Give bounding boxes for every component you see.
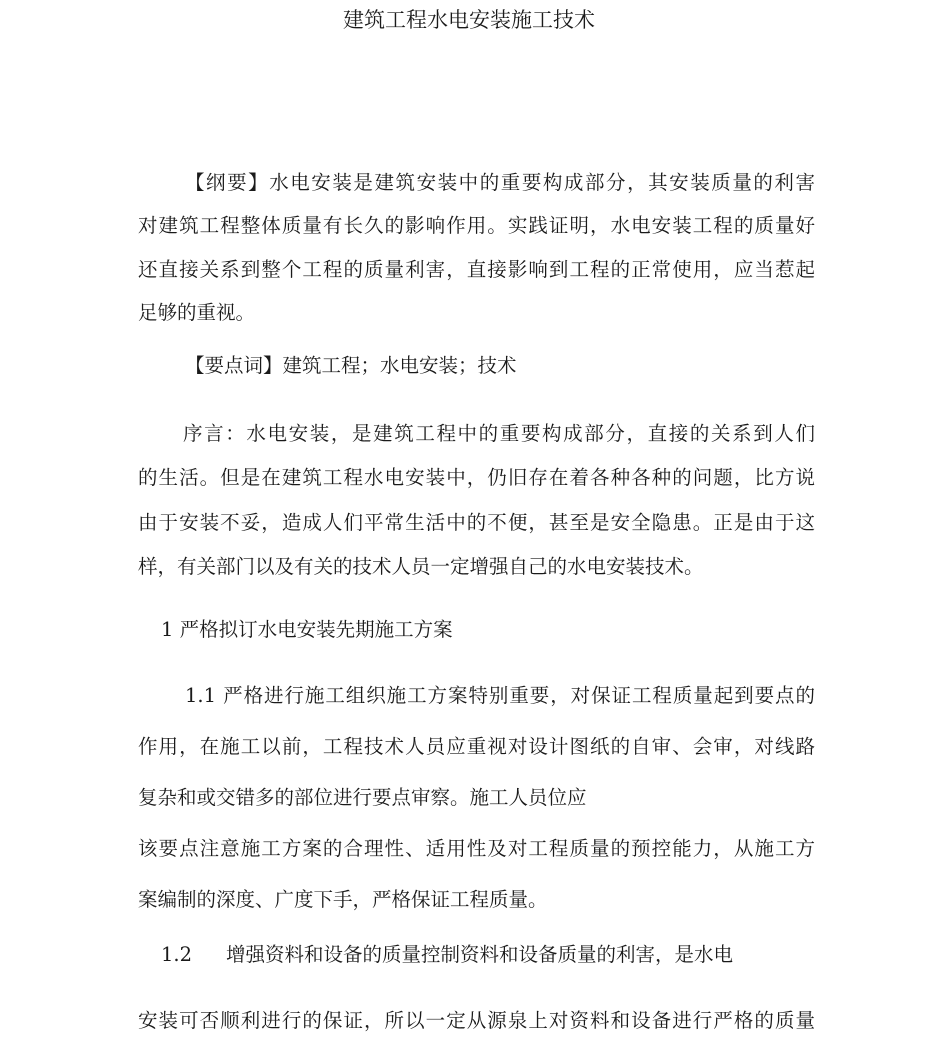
preface-line: 的生活。但是在建筑工程水电安装中，仍旧存在着各种各种的问题，比方说 xyxy=(138,466,815,489)
abstract-line: 足够的重视。 xyxy=(138,301,256,324)
document-title: 建筑工程水电安装施工技术 xyxy=(343,8,595,32)
section-1-1-line: 该要点注意施工方案的合理性、适用性及对工程质量的预控能力，从施工方 xyxy=(138,837,815,860)
section-1-1-line: 1.1 严格进行施工组织施工方案特别重要，对保证工程质量起到要点的 xyxy=(185,684,815,707)
section-1-1-line: 复杂和或交错多的部位进行要点审察。施工人员位应 xyxy=(138,786,587,809)
abstract-line: 还直接关系到整个工程的质量利害，直接影响到工程的正常使用，应当惹起 xyxy=(138,258,815,281)
section-1-2-line: 安装可否顺利进行的保证，所以一定从源泉上对资料和设备进行严格的质量 xyxy=(138,1009,815,1032)
section-1-1-line: 案编制的深度、广度下手，严格保证工程质量。 xyxy=(138,888,548,911)
section-1-heading: 1 严格拟订水电安装先期施工方案 xyxy=(161,618,453,641)
preface-line: 由于安装不妥，造成人们平常生活中的不便，甚至是安全隐患。正是由于这 xyxy=(138,511,815,534)
keywords-line: 【要点词】建筑工程；水电安装；技术 xyxy=(185,354,517,377)
section-1-1-line: 作用，在施工以前，工程技术人员应重视对设计图纸的自审、会审，对线路 xyxy=(138,735,815,758)
abstract-line: 【纲要】水电安装是建筑安装中的重要构成部分，其安装质量的利害 xyxy=(185,171,815,194)
section-1-2-number: 1.2 xyxy=(161,943,193,966)
section-1-2-heading: 增强资料和设备的质量控制资料和设备质量的利害，是水电 xyxy=(226,943,734,966)
preface-line: 序言：水电安装，是建筑工程中的重要构成部分，直接的关系到人们 xyxy=(183,422,815,445)
abstract-line: 对建筑工程整体质量有长久的影响作用。实践证明，水电安装工程的质量好 xyxy=(138,214,815,237)
preface-line: 样，有关部门以及有关的技术人员一定增强自己的水电安装技术。 xyxy=(138,555,704,578)
